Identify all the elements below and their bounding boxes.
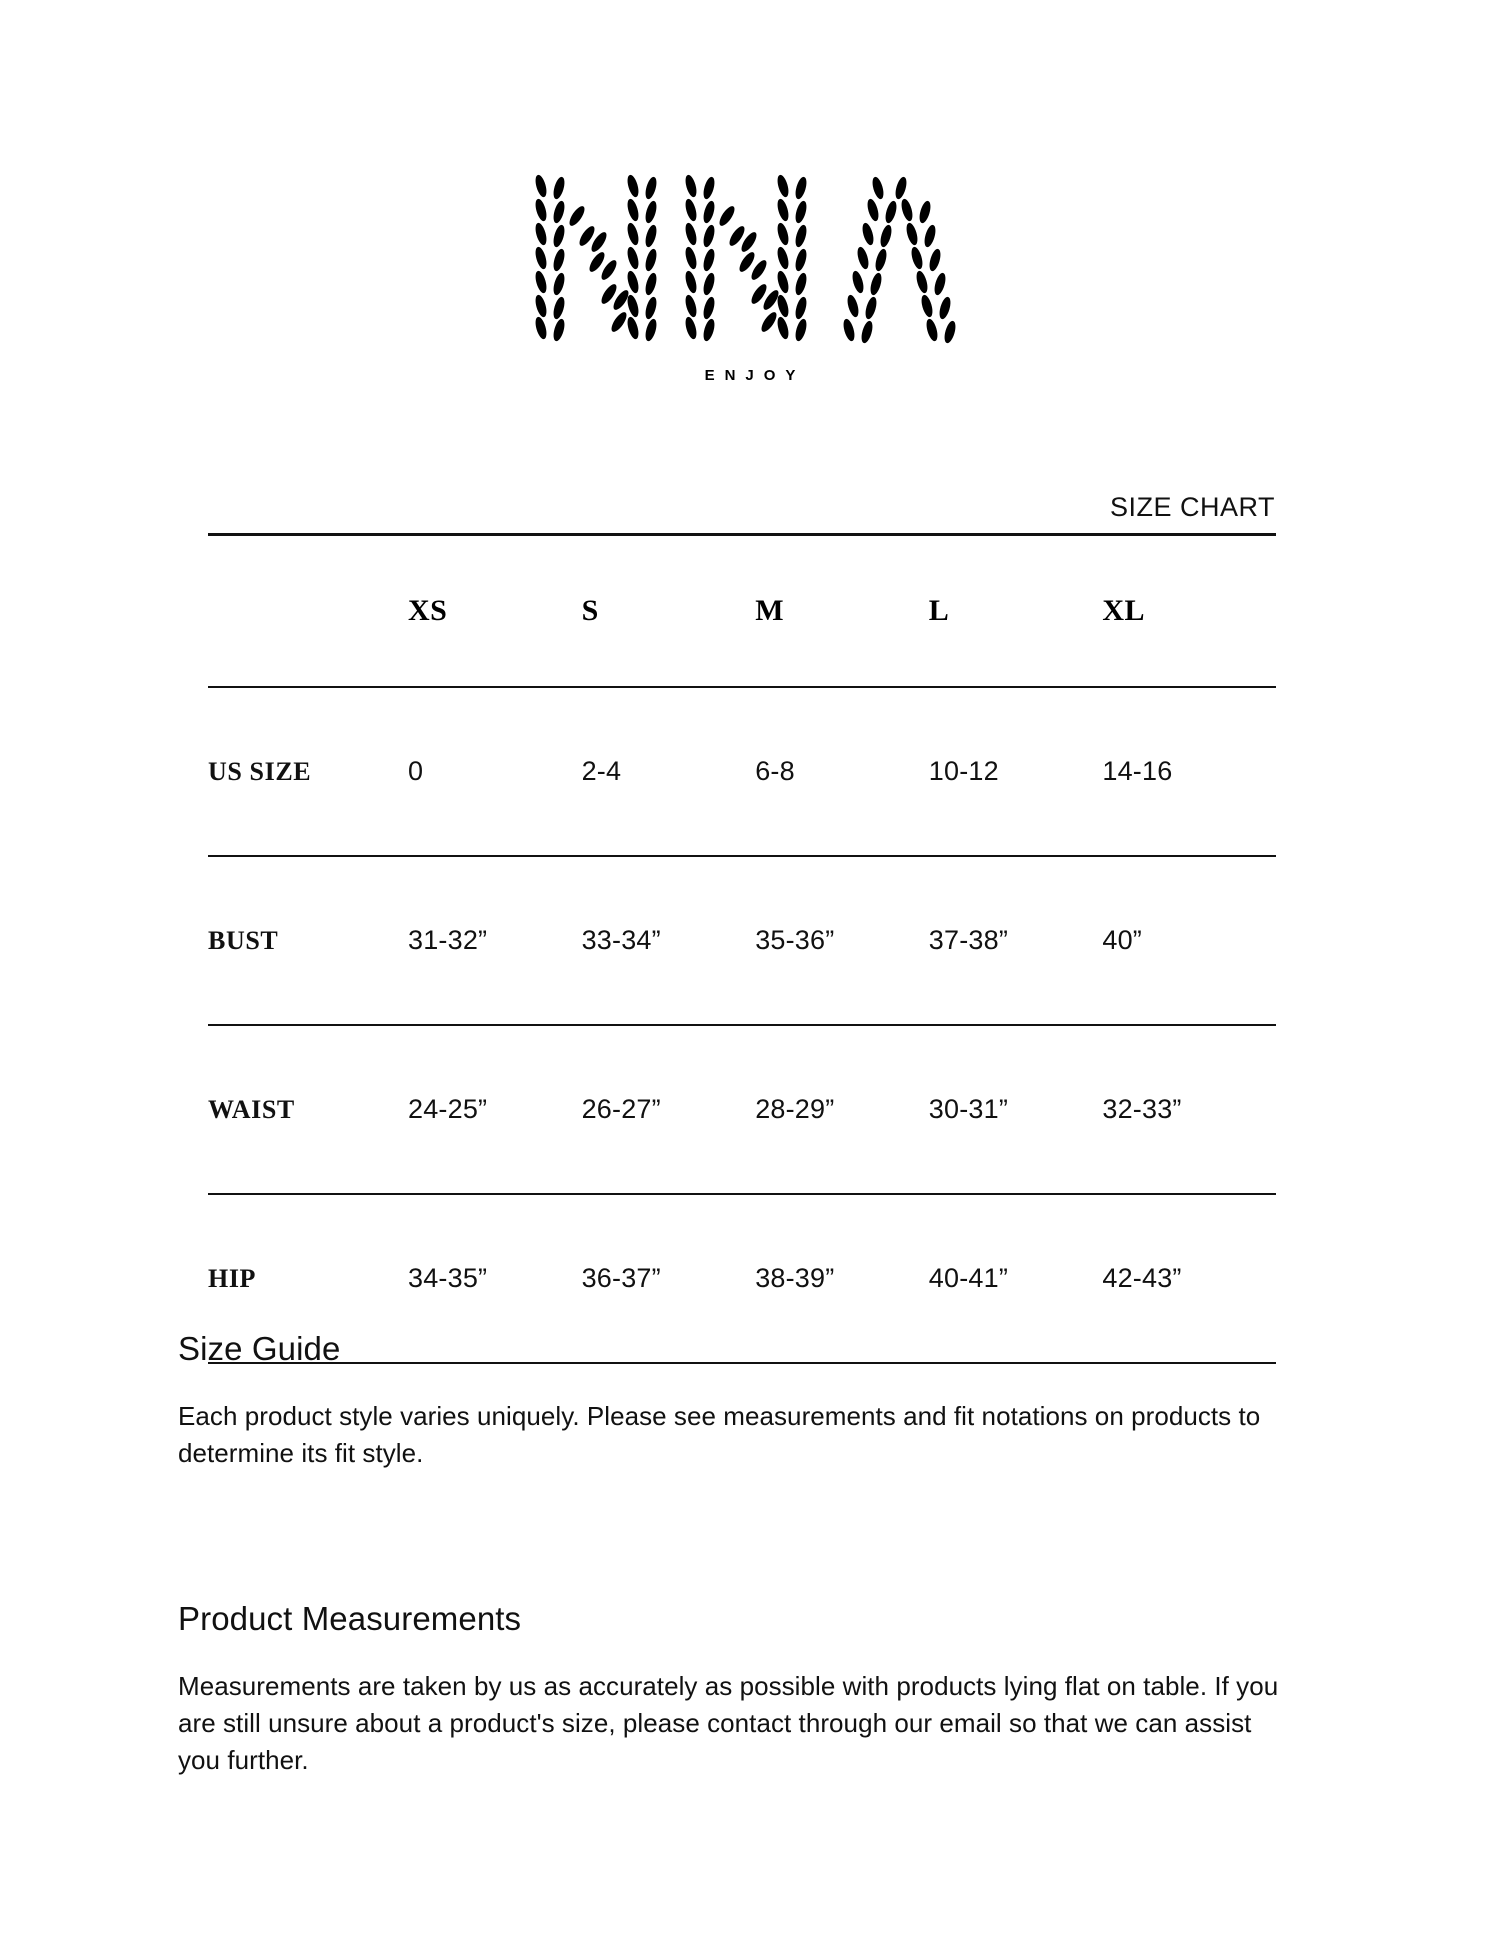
- product-measurements-heading: Product Measurements: [178, 1600, 522, 1637]
- size-chart-table-wrapper: [208, 533, 1276, 1364]
- table-row: [208, 688, 1276, 855]
- column-header-s: S: [581, 594, 599, 627]
- column-header-xs: XS: [408, 594, 448, 627]
- cell-waist-m: 28-29”: [755, 1094, 835, 1124]
- cell-hip-m: 38-39”: [755, 1263, 835, 1293]
- row-label-hip: HIP: [208, 1263, 257, 1293]
- table-header-row: [208, 536, 1276, 686]
- cell-waist-s: 26-27”: [581, 1094, 661, 1124]
- cell-hip-l: 40-41”: [928, 1263, 1009, 1293]
- cell-us-size-m: 6-8: [755, 756, 795, 786]
- size-guide-body: Each product style varies uniquely. Please see measurements and fit notations on products to determine its fit style.: [178, 1401, 1261, 1468]
- cell-us-size-xl: 14-16: [1102, 756, 1173, 786]
- cell-waist-l: 30-31”: [928, 1094, 1009, 1124]
- wheat-letters-nna-logo-icon: [515, 170, 985, 345]
- size-guide-heading: Size Guide: [178, 1330, 341, 1367]
- cell-hip-xs: 34-35”: [408, 1263, 488, 1293]
- cell-hip-xl: 42-43”: [1102, 1263, 1182, 1293]
- cell-us-size-s: 2-4: [581, 756, 622, 786]
- size-chart-table: [208, 536, 1276, 1362]
- cell-bust-m: 35-36”: [755, 925, 835, 955]
- cell-bust-xl: 40”: [1102, 925, 1142, 955]
- table-row: [208, 1026, 1276, 1193]
- cell-hip-s: 36-37”: [581, 1263, 661, 1293]
- header-row-label: [208, 536, 408, 686]
- row-label-us-size: US SIZE: [208, 756, 312, 786]
- column-header-m: M: [755, 594, 785, 627]
- cell-waist-xl: 32-33”: [1102, 1094, 1182, 1124]
- brand-logo: [0, 170, 1500, 384]
- cell-waist-xs: 24-25”: [408, 1094, 488, 1124]
- cell-bust-l: 37-38”: [928, 925, 1009, 955]
- cell-bust-s: 33-34”: [581, 925, 661, 955]
- brand-tagline: ENJOY: [704, 367, 806, 384]
- row-label-waist: WAIST: [208, 1094, 295, 1124]
- table-row: [208, 857, 1276, 1024]
- product-measurements-section: [178, 1600, 1300, 1779]
- cell-bust-xs: 31-32”: [408, 925, 488, 955]
- cell-us-size-xs: 0: [408, 756, 424, 786]
- size-guide-section: [178, 1330, 1300, 1472]
- column-header-l: L: [928, 594, 950, 627]
- size-chart-title: SIZE CHART: [1109, 492, 1275, 522]
- product-measurements-body: Measurements are taken by us as accurately as possible with products lying flat on table. If you are still unsure about a product's size, please contact through our email so that we can assist you further.: [178, 1671, 1279, 1775]
- cell-us-size-l: 10-12: [928, 756, 999, 786]
- column-header-xl: XL: [1102, 594, 1146, 627]
- row-label-bust: BUST: [208, 925, 279, 955]
